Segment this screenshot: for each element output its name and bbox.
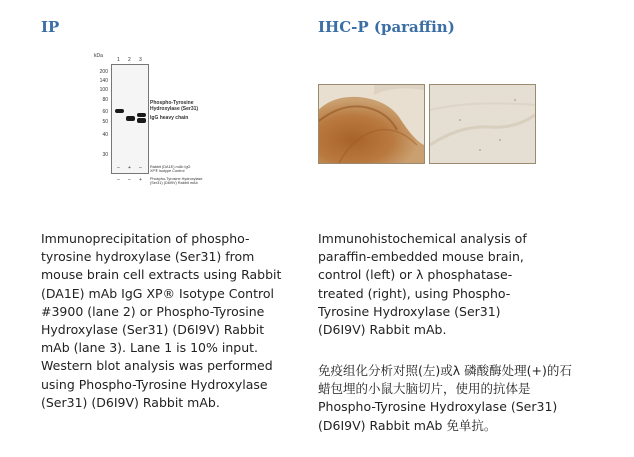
mw-marker: 30	[102, 152, 108, 158]
ihc-control-image	[318, 84, 425, 164]
ip-caption: Immunoprecipitation of phospho-tyrosine hydroxylase (Ser31) from mouse brain cell extracts using Rabbit (DA1E) mAb IgG XP® Isotype Control #3900 (lane 2) or Phospho-Tyrosine Hydroxylase (Ser31) (D6I9V) Rabbit mAb (lane 3). Lane 1 is 10% input. Western blot analysis was performed using Phospho-Tyrosine Hydroxylase (Ser31) (D6I9V) Rabbit mAb.	[41, 231, 282, 410]
ip-heading: IP	[41, 18, 60, 36]
ihc-heading: IHC-P (paraffin)	[318, 18, 455, 36]
blot-band	[126, 116, 135, 121]
blot-band	[137, 118, 146, 123]
lane-sign: +	[128, 165, 131, 171]
stained-tissue-graphic	[319, 85, 424, 163]
band-label: Hydroxylase (Ser31)	[150, 106, 199, 112]
row-label: Phospho-Tyrosine Hydroxylase	[150, 177, 203, 181]
band-label: IgG heavy chain	[150, 115, 189, 121]
lane-number: 2	[128, 57, 131, 63]
mw-marker: 40	[102, 132, 108, 138]
mw-marker: 100	[99, 87, 108, 93]
row-label: (Ser31) (D6I9V) Rabbit mAb	[150, 181, 198, 185]
lane-sign: –	[117, 165, 120, 171]
mw-marker: 50	[102, 119, 108, 125]
mw-marker: 60	[102, 109, 108, 115]
band-label: Phospho-Tyrosine	[150, 100, 194, 106]
unstained-tissue-graphic	[430, 85, 535, 163]
lane-sign: +	[139, 177, 142, 183]
lane-number: 3	[139, 57, 142, 63]
blot-membrane	[111, 64, 149, 174]
ihc-phosphatase-image	[429, 84, 536, 164]
lane-sign: –	[139, 165, 142, 171]
blot-band	[137, 113, 146, 117]
lane-sign: –	[117, 177, 120, 183]
lane-sign: –	[128, 177, 131, 183]
row-label: XP® Isotype Control	[150, 169, 185, 173]
mw-marker: 200	[99, 69, 108, 75]
western-blot-figure	[86, 52, 236, 192]
blot-band	[115, 109, 124, 113]
mw-marker: 140	[99, 78, 108, 84]
ihc-caption-en: Immunohistochemical analysis of paraffin-embedded mouse brain, control (left) or λ phosphatase-treated (right), using Phospho-Tyrosine Hydroxylase (Ser31) (D6I9V) Rabbit mAb.	[318, 231, 527, 338]
ihc-caption-cn: 免疫组化分析对照(左)或λ 磷酸酶处理(+)的石蜡包埋的小鼠大脑切片，使用的抗体是Phospho-Tyrosine Hydroxylase (Ser31) (D6I9V) Rabbit mAb 免单抗。	[318, 363, 572, 433]
lane-number: 1	[117, 57, 120, 63]
row-label: Rabbit (DA1E) mAb IgG	[150, 165, 191, 169]
mw-marker: 80	[102, 97, 108, 103]
kda-label: kDa	[94, 53, 103, 59]
